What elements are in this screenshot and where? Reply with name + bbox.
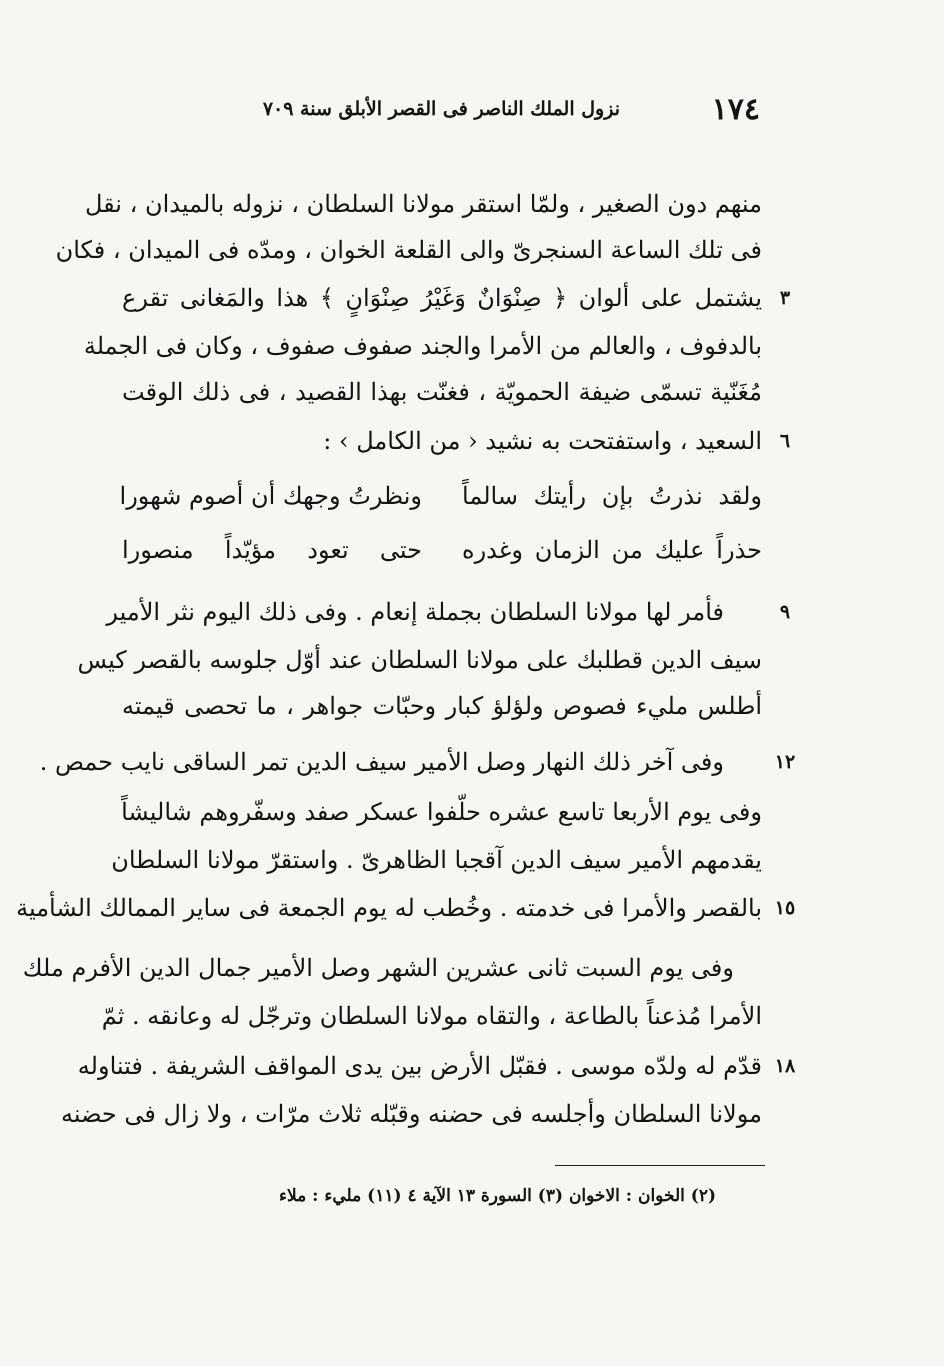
text-line: مولانا السلطان وأجلسه فى حضنه وقبّله ثلاث مرّات ، ولا زال فى حضنه [60,1100,762,1128]
text-line: يشتمل على ألوان ﴿ صِنْوَانٌ وَغَيْرُ صِنْوَانٍ ﴾ هذا والمَغانى تقرع [122,284,762,312]
verse-hemistich: حتى تعود مؤيّداً منصورا [122,536,422,564]
text-line: السعيد ، واستفتحت به نشيد ‹ من الكامل › : [323,427,762,455]
footnote-divider [555,1165,765,1166]
text-line: بالقصر والأمرا فى خدمته . وخُطب له يوم الجمعة فى ساير الممالك الشأمية [16,894,762,922]
text-line: فى تلك الساعة السنجرىّ والى القلعة الخوان ، ومدّه فى الميدان ، فكان [55,236,762,264]
text-line: وفى آخر ذلك النهار وصل الأمير سيف الدين تمر الساقى نايب حمص . [39,748,724,776]
text-line: بالدفوف ، والعالم من الأمرا والجند صفوف صفوف ، وكان فى الجملة [83,332,762,360]
text-line: سيف الدين قطلبك على مولانا السلطان عند أوّل جلوسه بالقصر كيس [77,646,762,674]
text-line: الأمرا مُذعناً بالطاعة ، والتقاه مولانا السلطان وترجّل له وعانقه . ثمّ [101,1002,762,1030]
line-number: ١٢ [774,751,796,773]
poem-verse [122,536,762,576]
text-line: أطلس مليء فصوص ولؤلؤ كبار وحبّات جواهر ، ما تحصى قيمته [122,692,762,720]
line-number: ١٥ [774,897,796,919]
running-title: نزول الملك الناصر فى القصر الأبلق سنة ٧٠٩ [262,98,620,120]
page-number: ١٧٤ [711,92,760,127]
poem-verse [119,482,762,522]
text-line: فأمر لها مولانا السلطان بجملة إنعام . وفى ذلك اليوم نثر الأمير [106,598,724,626]
text-line: منهم دون الصغير ، ولمّا استقر مولانا السلطان ، نزوله بالميدان ، نقل [84,190,762,218]
line-number: ٩ [779,601,791,623]
text-line: وفى يوم الأربعا تاسع عشره حلّفوا عسكر صفد وسفّروهم شاليشاً [121,798,762,826]
text-line: وفى يوم السبت ثانى عشرين الشهر وصل الأمير جمال الدين الأفرم ملك [22,954,734,982]
footnote: (٢) الخوان : الاخوان (٣) السورة ١٣ الآية ٤ (١١) مليء : ملاء [279,1186,716,1206]
verse-hemistich: ونظرتُ وجهك أن أصوم شهورا [119,482,422,510]
text-line: قدّم له ولدّه موسى . فقبّل الأرض بين يدى المواقف الشريفة . فتناوله [77,1052,762,1080]
verse-hemistich: حذراً عليك من الزمان وغدره [462,536,762,564]
text-line: مُغَنّية تسمّى ضيفة الحمويّة ، فغنّت بهذا القصيد ، فى ذلك الوقت [122,378,762,406]
line-number: ١٨ [774,1055,796,1077]
verse-hemistich: ولقد نذرتُ بإن رأيتك سالماً [462,482,762,510]
line-number: ٣ [779,287,791,309]
text-line: يقدمهم الأمير سيف الدين آقجبا الظاهرىّ . واستقرّ مولانا السلطان [111,846,762,874]
page-header [250,92,760,132]
line-number: ٦ [779,430,791,452]
